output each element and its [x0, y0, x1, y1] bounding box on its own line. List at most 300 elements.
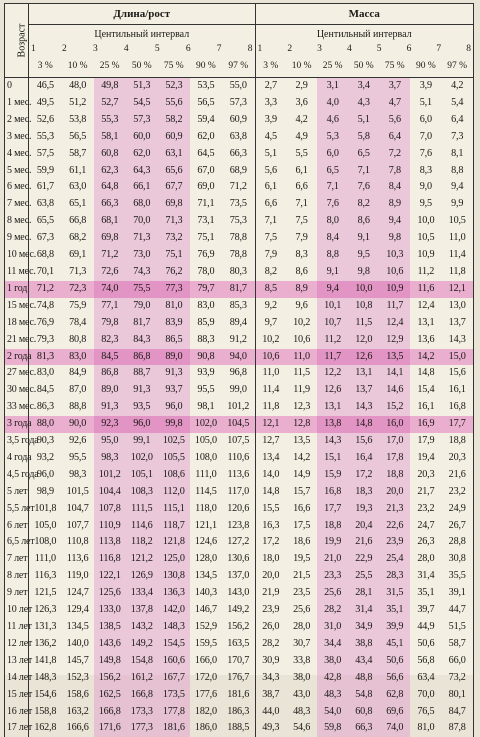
age-cell: 14 лет — [5, 670, 29, 687]
age-cell: 3 мес. — [5, 129, 29, 146]
length-value-cell: 156,2 — [222, 619, 255, 636]
mass-value-cell: 10,0 — [410, 213, 441, 230]
mass-value-cell: 16,0 — [379, 416, 410, 433]
mass-value-cell: 14,0 — [255, 467, 286, 484]
age-cell: 5 мес. — [5, 163, 29, 180]
table-row — [5, 95, 474, 112]
mass-value-cell: 6,4 — [379, 129, 410, 146]
mass-value-cell: 30,9 — [255, 653, 286, 670]
length-value-cell: 176,7 — [222, 670, 255, 687]
length-value-cell: 52,3 — [158, 78, 190, 95]
length-value-cell: 108,3 — [126, 484, 158, 501]
mass-value-cell: 12,3 — [286, 399, 317, 416]
table-row — [5, 78, 474, 95]
mass-value-cell: 20,0 — [379, 484, 410, 501]
mass-value-cell: 17,5 — [286, 518, 317, 535]
interval-number: 3 — [317, 44, 322, 54]
table-row — [5, 298, 474, 315]
length-value-cell: 66,3 — [94, 196, 126, 213]
length-value-cell: 63,8 — [222, 129, 255, 146]
mass-value-cell: 28,2 — [317, 602, 348, 619]
length-value-cell: 107,5 — [222, 433, 255, 450]
length-value-cell: 116,8 — [94, 551, 126, 568]
mass-value-cell: 15,6 — [348, 433, 379, 450]
percentile-header-row — [5, 55, 474, 78]
mass-value-cell: 6,0 — [317, 146, 348, 163]
length-value-cell: 91,2 — [222, 332, 255, 349]
length-value-cell: 74,3 — [126, 264, 158, 281]
mass-value-cell: 74,0 — [379, 720, 410, 737]
length-value-cell: 95,5 — [190, 382, 222, 399]
length-value-cell: 158,8 — [29, 704, 62, 721]
interval-number: 6 — [186, 44, 191, 54]
mass-value-cell: 13,7 — [348, 382, 379, 399]
mass-value-cell: 8,1 — [441, 146, 473, 163]
mass-value-cell: 18,8 — [441, 433, 473, 450]
mass-value-cell: 14,9 — [286, 467, 317, 484]
length-value-cell: 86,3 — [29, 399, 62, 416]
interval-number: 6 — [407, 44, 412, 54]
mass-value-cell: 12,6 — [348, 349, 379, 366]
mass-value-cell: 4,6 — [317, 112, 348, 129]
table-row — [5, 163, 474, 180]
mass-value-cell: 8,8 — [317, 247, 348, 264]
length-value-cell: 74,8 — [29, 298, 62, 315]
mass-value-cell: 9,5 — [348, 247, 379, 264]
length-value-cell: 140,0 — [62, 636, 94, 653]
mass-value-cell: 18,0 — [255, 551, 286, 568]
length-value-cell: 55,0 — [222, 78, 255, 95]
length-value-cell: 89,0 — [94, 382, 126, 399]
mass-value-cell: 10,9 — [379, 281, 410, 298]
length-value-cell: 90,8 — [190, 349, 222, 366]
mass-value-cell: 12,2 — [317, 365, 348, 382]
table-row — [5, 112, 474, 129]
length-value-cell: 52,7 — [94, 95, 126, 112]
table-row — [5, 636, 474, 653]
mass-value-cell: 13,1 — [317, 399, 348, 416]
length-value-cell: 110,9 — [94, 518, 126, 535]
table-row — [5, 315, 474, 332]
length-value-cell: 53,8 — [62, 112, 94, 129]
mass-value-cell: 7,2 — [379, 146, 410, 163]
length-value-cell: 110,6 — [222, 450, 255, 467]
interval-number: 2 — [287, 44, 292, 54]
length-value-cell: 98,3 — [62, 467, 94, 484]
length-value-cell: 92,3 — [94, 416, 126, 433]
mass-value-cell: 8,8 — [441, 163, 473, 180]
mass-value-cell: 7,9 — [255, 247, 286, 264]
mass-value-cell: 8,4 — [379, 179, 410, 196]
length-value-cell: 128,0 — [190, 551, 222, 568]
mass-value-cell: 63,4 — [410, 670, 441, 687]
age-cell: 4 мес. — [5, 146, 29, 163]
length-value-cell: 86,5 — [158, 332, 190, 349]
mass-value-cell: 10,8 — [348, 298, 379, 315]
mass-value-cell: 15,0 — [441, 349, 473, 366]
interval-number: 2 — [62, 44, 67, 54]
age-cell: 10 мес. — [5, 247, 29, 264]
mass-value-cell: 11,4 — [255, 382, 286, 399]
length-value-cell: 105,0 — [190, 433, 222, 450]
length-value-cell: 71,1 — [190, 196, 222, 213]
mass-value-cell: 14,2 — [410, 349, 441, 366]
length-value-cell: 75,1 — [158, 247, 190, 264]
mass-value-cell: 15,4 — [410, 382, 441, 399]
length-value-cell: 71,2 — [94, 247, 126, 264]
length-value-cell: 77,1 — [94, 298, 126, 315]
mass-value-cell: 13,1 — [410, 315, 441, 332]
age-cell: 33 мес. — [5, 399, 29, 416]
age-cell: 4,5 года — [5, 467, 29, 484]
length-value-cell: 127,2 — [222, 534, 255, 551]
mass-value-cell: 31,5 — [379, 585, 410, 602]
mass-value-cell: 33,8 — [286, 653, 317, 670]
length-value-cell: 71,3 — [62, 264, 94, 281]
length-value-cell: 88,3 — [190, 332, 222, 349]
table-row — [5, 129, 474, 146]
table-row — [5, 230, 474, 247]
length-value-cell: 88,7 — [126, 365, 158, 382]
length-value-cell: 154,5 — [158, 636, 190, 653]
length-value-cell: 58,2 — [158, 112, 190, 129]
length-value-cell: 70,1 — [29, 264, 62, 281]
length-value-cell: 75,1 — [190, 230, 222, 247]
length-value-cell: 73,1 — [190, 213, 222, 230]
mass-value-cell: 15,6 — [441, 365, 473, 382]
mass-value-cell: 34,3 — [255, 670, 286, 687]
table-row — [5, 670, 474, 687]
mass-value-cell: 12,4 — [379, 315, 410, 332]
growth-table-page — [4, 3, 474, 675]
length-value-cell: 133,4 — [126, 585, 158, 602]
mass-value-cell: 9,4 — [317, 281, 348, 298]
mass-value-cell: 15,5 — [255, 501, 286, 518]
centile-table — [4, 3, 474, 737]
length-value-cell: 88,8 — [62, 399, 94, 416]
mass-value-cell: 7,1 — [348, 163, 379, 180]
length-value-cell: 68,2 — [62, 230, 94, 247]
interval-number: 8 — [248, 44, 253, 54]
length-value-cell: 118,7 — [158, 518, 190, 535]
mass-value-cell: 5,5 — [286, 146, 317, 163]
age-cell: 11 мес. — [5, 264, 29, 281]
mass-value-cell: 10,5 — [410, 230, 441, 247]
length-value-cell: 99,1 — [126, 433, 158, 450]
mass-value-cell: 17,0 — [379, 433, 410, 450]
mass-value-cell: 7,1 — [317, 179, 348, 196]
mass-value-cell: 7,1 — [255, 213, 286, 230]
length-value-cell: 75,5 — [126, 281, 158, 298]
length-value-cell: 69,0 — [190, 179, 222, 196]
length-value-cell: 67,7 — [158, 179, 190, 196]
mass-value-cell: 15,7 — [286, 484, 317, 501]
mass-value-cell: 10,6 — [255, 349, 286, 366]
age-cell: 17 лет — [5, 720, 29, 737]
length-value-cell: 125,0 — [158, 551, 190, 568]
mass-value-cell: 5,1 — [410, 95, 441, 112]
length-value-cell: 81,0 — [158, 298, 190, 315]
mass-value-cell: 13,8 — [317, 416, 348, 433]
mass-value-cell: 60,8 — [348, 704, 379, 721]
length-value-cell: 117,0 — [222, 484, 255, 501]
length-value-cell: 134,5 — [190, 568, 222, 585]
mass-value-cell: 31,4 — [410, 568, 441, 585]
age-cell: 1 мес. — [5, 95, 29, 112]
length-value-cell: 102,0 — [190, 416, 222, 433]
mass-value-cell: 49,3 — [255, 720, 286, 737]
length-value-cell: 49,8 — [94, 78, 126, 95]
age-cell: 2 года — [5, 349, 29, 366]
mass-value-cell: 34,4 — [317, 636, 348, 653]
table-row — [5, 602, 474, 619]
mass-value-cell: 14,1 — [379, 365, 410, 382]
mass-value-cell: 11,0 — [255, 365, 286, 382]
mass-value-cell: 4,3 — [348, 95, 379, 112]
mass-value-cell: 16,4 — [348, 450, 379, 467]
length-value-cell: 188,5 — [222, 720, 255, 737]
interval-number: 7 — [217, 44, 222, 54]
length-value-cell: 143,0 — [222, 585, 255, 602]
mass-value-cell: 14,8 — [255, 484, 286, 501]
mass-value-cell: 28,0 — [286, 619, 317, 636]
length-value-cell: 76,9 — [29, 315, 62, 332]
length-value-cell: 85,3 — [222, 298, 255, 315]
length-value-cell: 68,8 — [29, 247, 62, 264]
mass-value-cell: 23,3 — [317, 568, 348, 585]
length-value-cell: 143,6 — [94, 636, 126, 653]
mass-value-cell: 28,8 — [441, 534, 473, 551]
length-value-cell: 55,3 — [29, 129, 62, 146]
mass-value-cell: 30,8 — [441, 551, 473, 568]
mass-value-cell: 11,5 — [348, 315, 379, 332]
length-value-cell: 137,8 — [126, 602, 158, 619]
age-cell: 9 лет — [5, 585, 29, 602]
mass-value-cell: 5,3 — [317, 129, 348, 146]
mass-value-cell: 17,2 — [255, 534, 286, 551]
mass-value-cell: 80,1 — [441, 687, 473, 704]
interval-number: 5 — [155, 44, 160, 54]
mass-value-cell: 5,6 — [379, 112, 410, 129]
length-value-cell: 156,2 — [94, 670, 126, 687]
length-value-cell: 121,8 — [158, 534, 190, 551]
mass-value-cell: 21,6 — [348, 534, 379, 551]
length-value-cell: 182,0 — [190, 704, 222, 721]
mass-value-cell: 23,9 — [255, 602, 286, 619]
length-value-cell: 62,3 — [94, 163, 126, 180]
length-value-cell: 173,3 — [126, 704, 158, 721]
mass-value-cell: 21,0 — [317, 551, 348, 568]
length-value-cell: 59,4 — [190, 112, 222, 129]
mass-value-cell: 6,5 — [317, 163, 348, 180]
length-value-cell: 60,8 — [94, 146, 126, 163]
percentile-header: 90 % — [190, 55, 222, 78]
mass-value-cell: 45,1 — [379, 636, 410, 653]
length-value-cell: 96,0 — [126, 416, 158, 433]
length-value-cell: 114,5 — [190, 484, 222, 501]
length-value-cell: 166,0 — [190, 653, 222, 670]
length-value-cell: 145,7 — [62, 653, 94, 670]
length-value-cell: 158,6 — [62, 687, 94, 704]
length-value-cell: 71,2 — [222, 179, 255, 196]
age-cell: 5,5 лет — [5, 501, 29, 518]
length-value-cell: 61,1 — [62, 163, 94, 180]
mass-value-cell: 48,3 — [286, 704, 317, 721]
length-value-cell: 78,4 — [62, 315, 94, 332]
mass-value-cell: 9,2 — [255, 298, 286, 315]
mass-value-cell: 8,9 — [286, 281, 317, 298]
length-value-cell: 113,6 — [62, 551, 94, 568]
mass-value-cell: 14,3 — [317, 433, 348, 450]
length-value-cell: 69,1 — [62, 247, 94, 264]
percentile-header: 25 % — [317, 55, 348, 78]
length-value-cell: 90,0 — [62, 416, 94, 433]
age-cell: 15 лет — [5, 687, 29, 704]
mass-value-cell: 35,5 — [441, 568, 473, 585]
mass-value-cell: 7,5 — [255, 230, 286, 247]
mass-value-cell: 24,7 — [410, 518, 441, 535]
length-value-cell: 64,8 — [94, 179, 126, 196]
length-value-cell: 49,5 — [29, 95, 62, 112]
mass-value-cell: 23,2 — [410, 501, 441, 518]
mass-value-cell: 38,7 — [255, 687, 286, 704]
length-value-cell: 58,1 — [94, 129, 126, 146]
mass-value-cell: 18,6 — [286, 534, 317, 551]
mass-value-cell: 10,6 — [379, 264, 410, 281]
length-value-cell: 154,6 — [29, 687, 62, 704]
length-value-cell: 172,0 — [190, 670, 222, 687]
mass-value-cell: 6,4 — [441, 112, 473, 129]
mass-value-cell: 18,8 — [379, 467, 410, 484]
mass-value-cell: 38,0 — [286, 670, 317, 687]
mass-value-cell: 50,6 — [410, 636, 441, 653]
length-value-cell: 140,3 — [190, 585, 222, 602]
length-value-cell: 65,1 — [62, 196, 94, 213]
mass-value-cell: 16,6 — [286, 501, 317, 518]
length-value-cell: 99,8 — [158, 416, 190, 433]
length-value-cell: 84,5 — [29, 382, 62, 399]
length-value-cell: 93,7 — [158, 382, 190, 399]
mass-value-cell: 35,1 — [410, 585, 441, 602]
length-value-cell: 92,6 — [62, 433, 94, 450]
length-value-cell: 62,0 — [190, 129, 222, 146]
mass-value-cell: 11,5 — [286, 365, 317, 382]
length-value-cell: 107,8 — [94, 501, 126, 518]
table-row — [5, 416, 474, 433]
length-value-cell: 79,8 — [94, 315, 126, 332]
mass-value-cell: 28,3 — [379, 568, 410, 585]
length-value-cell: 89,4 — [222, 315, 255, 332]
mass-value-cell: 6,6 — [255, 196, 286, 213]
table-row — [5, 332, 474, 349]
length-value-cell: 96,8 — [222, 365, 255, 382]
length-value-cell: 96,0 — [29, 467, 62, 484]
mass-value-cell: 26,0 — [255, 619, 286, 636]
table-row — [5, 687, 474, 704]
mass-group-title: Масса — [255, 4, 474, 25]
age-cell: 12 лет — [5, 636, 29, 653]
length-value-cell: 69,8 — [158, 196, 190, 213]
table-row — [5, 653, 474, 670]
mass-value-cell: 21,9 — [255, 585, 286, 602]
mass-value-cell: 17,2 — [348, 467, 379, 484]
percentile-header: 50 % — [348, 55, 379, 78]
mass-value-cell: 12,9 — [379, 332, 410, 349]
mass-value-cell: 13,4 — [255, 450, 286, 467]
length-value-cell: 91,3 — [158, 365, 190, 382]
length-value-cell: 170,7 — [222, 653, 255, 670]
table-row — [5, 518, 474, 535]
length-value-cell: 173,5 — [158, 687, 190, 704]
interval-number: 4 — [347, 44, 352, 54]
mass-value-cell: 11,7 — [317, 349, 348, 366]
length-value-cell: 88,0 — [29, 416, 62, 433]
mass-value-cell: 8,5 — [255, 281, 286, 298]
mass-value-cell: 66,0 — [441, 653, 473, 670]
mass-value-cell: 15,1 — [317, 450, 348, 467]
table-row — [5, 433, 474, 450]
mass-value-cell: 17,7 — [441, 416, 473, 433]
mass-value-cell: 7,3 — [441, 129, 473, 146]
length-value-cell: 83,0 — [62, 349, 94, 366]
length-value-cell: 152,3 — [62, 670, 94, 687]
length-value-cell: 121,5 — [29, 585, 62, 602]
mass-value-cell: 54,0 — [317, 704, 348, 721]
length-value-cell: 66,8 — [62, 213, 94, 230]
age-cell: 3 года — [5, 416, 29, 433]
mass-value-cell: 19,4 — [410, 450, 441, 467]
length-value-cell: 116,3 — [29, 568, 62, 585]
length-value-cell: 107,7 — [62, 518, 94, 535]
mass-value-cell: 8,9 — [379, 196, 410, 213]
mass-value-cell: 11,2 — [410, 264, 441, 281]
length-value-cell: 96,0 — [158, 399, 190, 416]
length-value-cell: 125,6 — [94, 585, 126, 602]
mass-value-cell: 7,0 — [410, 129, 441, 146]
length-value-cell: 134,5 — [62, 619, 94, 636]
mass-value-cell: 13,1 — [348, 365, 379, 382]
length-value-cell: 146,7 — [190, 602, 222, 619]
length-value-cell: 79,7 — [190, 281, 222, 298]
mass-value-cell: 66,3 — [348, 720, 379, 737]
length-value-cell: 72,3 — [62, 281, 94, 298]
length-value-cell: 61,7 — [29, 179, 62, 196]
mass-value-cell: 54,8 — [348, 687, 379, 704]
mass-value-cell: 48,3 — [317, 687, 348, 704]
age-cell: 16 лет — [5, 704, 29, 721]
mass-value-cell: 5,1 — [255, 146, 286, 163]
age-cell: 6,5 лет — [5, 534, 29, 551]
length-value-cell: 60,0 — [126, 129, 158, 146]
mass-value-cell: 44,9 — [410, 619, 441, 636]
percentile-header: 97 % — [441, 55, 473, 78]
table-header — [5, 4, 474, 78]
age-cell: 13 лет — [5, 653, 29, 670]
length-value-cell: 71,3 — [158, 213, 190, 230]
length-value-cell: 91,3 — [126, 382, 158, 399]
mass-value-cell: 4,7 — [379, 95, 410, 112]
length-value-cell: 58,7 — [62, 146, 94, 163]
mass-value-cell: 31,0 — [317, 619, 348, 636]
mass-value-cell: 28,2 — [255, 636, 286, 653]
length-value-cell: 133,0 — [94, 602, 126, 619]
mass-value-cell: 13,5 — [379, 349, 410, 366]
mass-value-cell: 20,3 — [410, 467, 441, 484]
length-value-cell: 120,6 — [222, 501, 255, 518]
mass-value-cell: 9,9 — [441, 196, 473, 213]
length-value-cell: 177,8 — [158, 704, 190, 721]
mass-value-cell: 7,6 — [410, 146, 441, 163]
